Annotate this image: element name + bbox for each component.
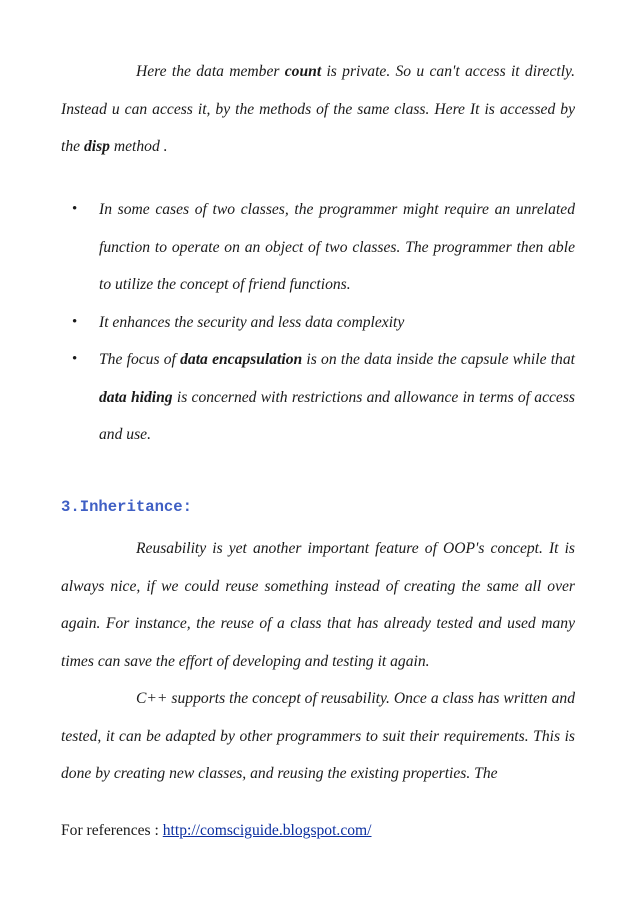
page-footer (61, 822, 372, 840)
bullet-list (61, 191, 575, 454)
paragraph-text: method . (109, 138, 168, 155)
list-item-text: In some cases of two classes, the programmer might require an unrelated function to operate on an object of two classes. The programmer then able to utilize the concept of friend functions. (99, 201, 575, 293)
keyword-count: count (284, 63, 322, 80)
list-item (61, 191, 575, 304)
list-item-text: The focus of (99, 351, 181, 368)
paragraph-cpp-reusability (61, 680, 575, 793)
list-item (61, 341, 575, 454)
bullet-icon: • (72, 201, 78, 217)
list-item (61, 304, 575, 342)
keyword-disp: disp (83, 138, 110, 155)
list-item-text: is on the data inside the capsule while that (302, 351, 575, 368)
paragraph-text: Reusability is yet another important feature of OOP's concept. It is always nice, if we could reuse something instead of creating the same all over again. For instance, the reuse of a class that has already tested and used many times can save the effort of developing and testing it again. (61, 540, 575, 670)
paragraph-reusability (61, 530, 575, 680)
paragraph-text: is private. So u can't access it directly. Instead u can access it, by the methods of the same class. Here It is accessed by the (61, 63, 575, 155)
keyword-data-encapsulation: data encapsulation (180, 351, 303, 368)
list-item-text: is concerned with restrictions and allowance in terms of access and use. (99, 388, 575, 443)
reference-link[interactable]: http://comsciguide.blogspot.com/ (162, 822, 372, 839)
bullet-icon: • (72, 313, 78, 330)
footer-label: For references : (61, 822, 163, 839)
bullet-icon: • (72, 351, 78, 367)
paragraph-text: Here the data member (136, 63, 285, 80)
paragraph-text: C++ supports the concept of reusability. Once a class has written and tested, it can be adapted by other programmers to suit their requirements. This is done by creating new classes, and reusing the existing properties. The (61, 690, 575, 782)
paragraph-private-member (61, 53, 575, 166)
section-heading: 3.Inheritance: (61, 498, 193, 516)
keyword-data-hiding: data hiding (99, 388, 173, 406)
list-item-text: It enhances the security and less data complexity (99, 313, 405, 331)
